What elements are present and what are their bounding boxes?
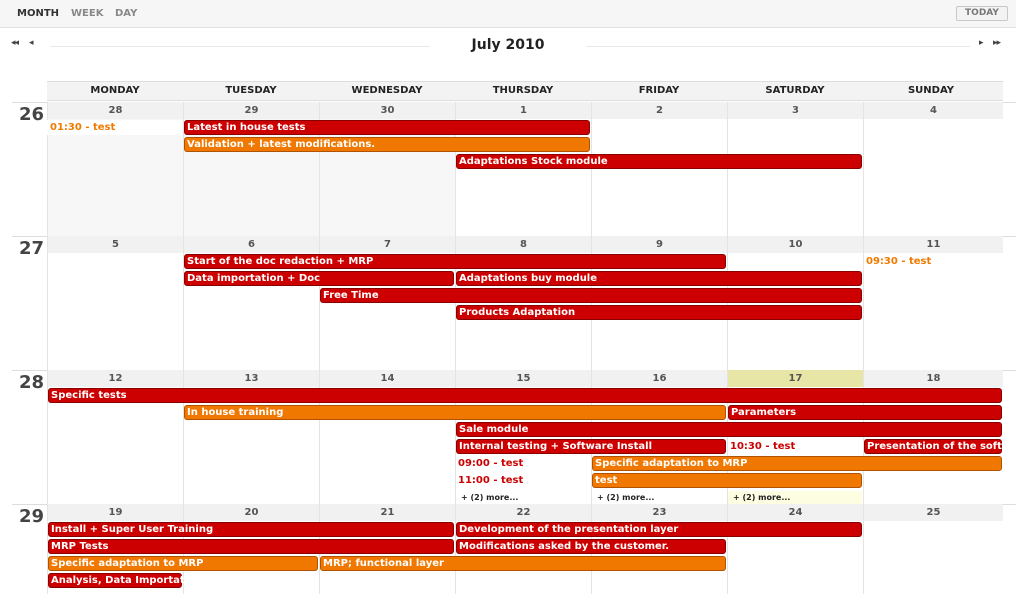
day-number[interactable]: 6 bbox=[184, 236, 319, 253]
day-number[interactable]: 1 bbox=[456, 102, 591, 119]
day-number[interactable]: 2 bbox=[592, 102, 727, 119]
week-number: 27 bbox=[19, 238, 45, 259]
day-number[interactable]: 29 bbox=[184, 102, 319, 119]
day-cell[interactable] bbox=[863, 504, 1003, 594]
event-bar[interactable]: MRP; functional layer bbox=[320, 556, 726, 571]
next-month-icon[interactable]: ▸ bbox=[979, 38, 983, 48]
day-number[interactable]: 23 bbox=[592, 504, 727, 521]
day-number[interactable]: 8 bbox=[456, 236, 591, 253]
week-row bbox=[0, 504, 1016, 594]
day-cell[interactable] bbox=[863, 102, 1003, 236]
more-events-link[interactable]: + (2) more... bbox=[597, 493, 655, 502]
more-events-link[interactable]: + (2) more... bbox=[461, 493, 519, 502]
event-bar[interactable]: Products Adaptation bbox=[456, 305, 862, 320]
timed-event[interactable]: 11:00 - test bbox=[458, 475, 524, 486]
event-bar[interactable]: Internal testing + Software Install bbox=[456, 439, 726, 454]
day-number[interactable]: 13 bbox=[184, 370, 319, 387]
day-number[interactable]: 15 bbox=[456, 370, 591, 387]
next-year-icon[interactable]: ▸▸ bbox=[993, 38, 1001, 48]
week-view-button[interactable]: WEEK bbox=[71, 8, 104, 19]
day-number[interactable]: 14 bbox=[320, 370, 455, 387]
day-number[interactable]: 10 bbox=[728, 236, 863, 253]
day-number[interactable]: 19 bbox=[48, 504, 183, 521]
day-number[interactable]: 7 bbox=[320, 236, 455, 253]
day-cell[interactable] bbox=[47, 236, 183, 370]
timed-event[interactable]: 10:30 - test bbox=[730, 441, 796, 452]
weekday-header bbox=[47, 81, 1003, 101]
day-number[interactable]: 20 bbox=[184, 504, 319, 521]
event-bar[interactable]: Analysis, Data Importation bbox=[48, 573, 182, 588]
timed-event[interactable]: 01:30 - test bbox=[47, 120, 182, 135]
day-cell[interactable] bbox=[591, 102, 727, 236]
event-bar[interactable]: Modifications asked by the customer. bbox=[456, 539, 726, 554]
day-view-button[interactable]: DAY bbox=[115, 8, 138, 19]
event-bar[interactable]: Install + Super User Training bbox=[48, 522, 454, 537]
week-number: 29 bbox=[19, 506, 45, 527]
event-bar[interactable]: Presentation of the soft bbox=[864, 439, 1002, 454]
event-bar[interactable]: Adaptations Stock module bbox=[456, 154, 862, 169]
week-row bbox=[0, 102, 1016, 236]
event-bar[interactable]: MRP Tests bbox=[48, 539, 454, 554]
day-number[interactable]: 17 bbox=[728, 370, 863, 387]
day-number[interactable]: 5 bbox=[48, 236, 183, 253]
week-row bbox=[0, 370, 1016, 504]
day-number[interactable]: 4 bbox=[864, 102, 1003, 119]
day-number[interactable]: 16 bbox=[592, 370, 727, 387]
day-cell[interactable] bbox=[727, 504, 863, 594]
weekday-friday: FRIDAY bbox=[638, 85, 680, 96]
day-number[interactable]: 25 bbox=[864, 504, 1003, 521]
event-bar[interactable]: In house training bbox=[184, 405, 726, 420]
event-bar[interactable]: Data importation + Doc bbox=[184, 271, 454, 286]
day-number[interactable]: 11 bbox=[864, 236, 1003, 253]
weekday-wednesday: WEDNESDAY bbox=[351, 85, 423, 96]
more-events-link[interactable]: + (2) more... bbox=[728, 491, 862, 504]
view-toolbar bbox=[0, 0, 1016, 28]
day-cell[interactable] bbox=[727, 236, 863, 370]
weekday-thursday: THURSDAY bbox=[492, 85, 554, 96]
day-number[interactable]: 24 bbox=[728, 504, 863, 521]
event-bar[interactable]: Latest in house tests bbox=[184, 120, 590, 135]
day-number[interactable]: 9 bbox=[592, 236, 727, 253]
week-row bbox=[0, 236, 1016, 370]
timed-event[interactable]: 09:30 - test bbox=[866, 256, 932, 267]
weekday-monday: MONDAY bbox=[90, 85, 140, 96]
month-title: July 2010 bbox=[430, 37, 586, 53]
week-number: 26 bbox=[19, 104, 45, 125]
event-bar[interactable]: Start of the doc redaction + MRP bbox=[184, 254, 726, 269]
day-number[interactable]: 21 bbox=[320, 504, 455, 521]
day-number[interactable]: 22 bbox=[456, 504, 591, 521]
event-bar[interactable]: Parameters bbox=[728, 405, 1002, 420]
previous-year-icon[interactable]: ◂◂ bbox=[11, 38, 19, 48]
event-bar[interactable]: Adaptations buy module bbox=[456, 271, 862, 286]
event-bar[interactable]: Specific tests bbox=[48, 388, 1002, 403]
weekday-sunday: SUNDAY bbox=[907, 85, 954, 96]
today-button[interactable]: TODAY bbox=[956, 6, 1008, 21]
event-bar[interactable]: Validation + latest modifications. bbox=[184, 137, 590, 152]
event-bar[interactable]: test bbox=[592, 473, 862, 488]
day-number[interactable]: 28 bbox=[48, 102, 183, 119]
event-bar[interactable]: Development of the presentation layer bbox=[456, 522, 862, 537]
previous-month-icon[interactable]: ◂ bbox=[29, 38, 33, 48]
event-bar[interactable]: Sale module bbox=[456, 422, 1002, 437]
weekday-saturday: SATURDAY bbox=[765, 85, 825, 96]
event-bar[interactable]: Specific adaptation to MRP bbox=[48, 556, 318, 571]
timed-event[interactable]: 09:00 - test bbox=[458, 458, 524, 469]
day-number[interactable]: 30 bbox=[320, 102, 455, 119]
day-number[interactable]: 12 bbox=[48, 370, 183, 387]
day-number[interactable]: 3 bbox=[728, 102, 863, 119]
weekday-tuesday: TUESDAY bbox=[225, 85, 277, 96]
day-cell[interactable] bbox=[727, 102, 863, 236]
week-number: 28 bbox=[19, 372, 45, 393]
event-bar[interactable]: Free Time bbox=[320, 288, 862, 303]
event-bar[interactable]: Specific adaptation to MRP bbox=[592, 456, 1002, 471]
day-number[interactable]: 18 bbox=[864, 370, 1003, 387]
month-view-button[interactable]: MONTH bbox=[17, 8, 60, 19]
